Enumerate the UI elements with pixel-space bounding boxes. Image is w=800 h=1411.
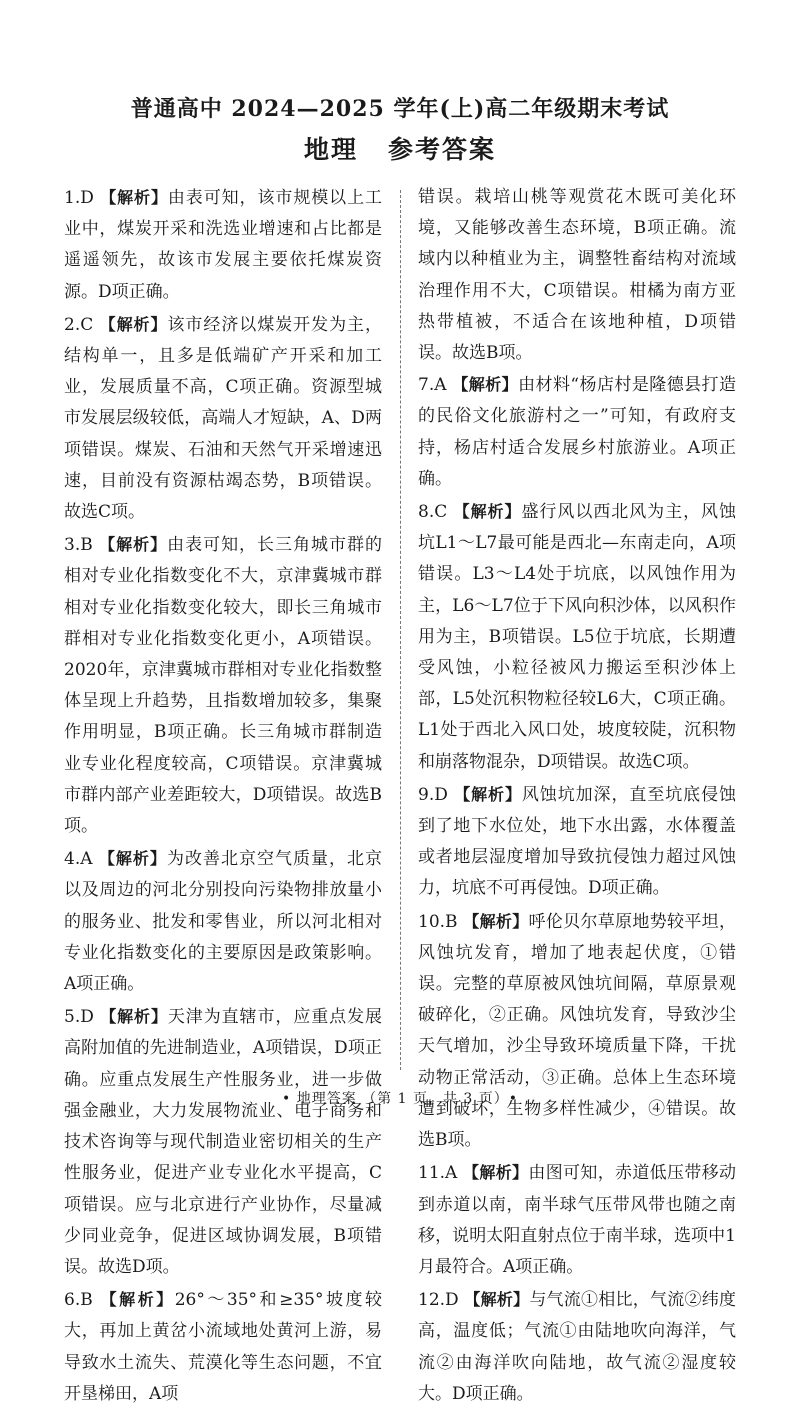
answer-item-11 (418, 1157, 736, 1283)
answer-text: 与气流①相比，气流②纬度高，温度低；气流①由陆地吹向海洋，气流②由海洋吹向陆地，故气流②湿度较大。D项正确。 (418, 1290, 736, 1404)
document-type-label: 参考答案 (388, 135, 497, 164)
answer-text: 风蚀坑加深，直至坑底侵蚀到了地下水位处，地下水出露，水体覆盖或者地层湿度增加导致抗侵蚀力超过风蚀力，坑底不可再侵蚀。D项正确。 (418, 784, 736, 899)
right-column (418, 182, 736, 1411)
answer-item-8 (418, 496, 736, 778)
answer-number: 4.A (64, 849, 93, 870)
answer-item-2 (64, 309, 382, 528)
answer-number: 3.B (64, 535, 93, 556)
analysis-tag: 【解析】 (463, 1163, 529, 1183)
answer-item-4 (64, 843, 382, 1000)
answer-number: 9.D (418, 784, 448, 805)
answer-item-6 (64, 1284, 382, 1410)
answer-number: 11.A (418, 1163, 458, 1184)
analysis-tag: 【解析】 (100, 1290, 175, 1310)
answer-text: 盛行风以西北风为主，风蚀坑L1～L7最可能是西北—东南走向，A项错误。L3～L4处于坑底，以风蚀作用为主，L6～L7位于下风向积沙体，以风积作用为主，B项错误。L5位于坑底，长期遭受风蚀，小粒径被风力搬运至积沙体上部，L5处沉积物粒径较L6大，C项正确。L1处于西北入风口处，坡度较陡，沉积物和崩落物混杂，D项错误。故选C项。 (418, 502, 737, 772)
analysis-tag: 【解析】 (463, 911, 529, 931)
answer-item-6-continued: 错误。栽培山桃等观赏花木既可美化环境，又能够改善生态环境，B项正确。流域内以种植业为主，调整牲畜结构对流域治理作用不大，C项错误。柑橘为南方亚热带植被，不适合在该地种植，D项错误。故选B项。 (418, 187, 736, 364)
answer-item-12 (418, 1284, 736, 1410)
analysis-tag: 【解析】 (99, 535, 168, 555)
page-subtitle (0, 130, 800, 166)
answer-text: 由表可知，该市规模以上工业中，煤炭开采和洗选业增速和占比都是遥遥领先，故该市发展主要依托煤炭资源。D项正确。 (64, 188, 382, 302)
answer-item-1 (64, 182, 382, 308)
analysis-tag: 【解析】 (98, 849, 167, 869)
answer-number: 8.C (418, 502, 448, 523)
analysis-tag: 【解析】 (99, 314, 168, 334)
answer-item-10 (418, 906, 736, 1157)
page-footer: • 地理答案 （第 1 页，共 3 页）• (281, 1091, 519, 1107)
answer-number: 6.B (64, 1290, 93, 1311)
answer-item-9 (418, 779, 736, 905)
analysis-tag: 【解析】 (453, 502, 522, 522)
analysis-tag: 【解析】 (452, 375, 519, 395)
answer-text: 由材料“杨店村是隆德县打造的民俗文化旅游村之一”可知，有政府支持，杨店村适合发展乡村旅游业。A项正确。 (418, 375, 736, 489)
analysis-tag: 【解析】 (454, 784, 522, 804)
analysis-tag: 【解析】 (464, 1290, 530, 1310)
answer-number: 10.B (418, 911, 458, 932)
answer-number: 2.C (64, 314, 94, 335)
answer-text: 该市经济以煤炭开发为主，结构单一，且多是低端矿产开采和加工业，发展质量不高，C项正确。资源型城市发展层级较低，高端人才短缺，A、D两项错误。煤炭、石油和天然气开采增速迅速，目前没有资源枯竭态势，B项错误。故选C项。 (64, 314, 383, 523)
answer-text: 由图可知，赤道低压带移动到赤道以南，南半球气压带风带也随之南移，说明太阳直射点位于南半球，选项中1月最符合。A项正确。 (418, 1163, 736, 1277)
answer-item-7 (418, 369, 736, 495)
subject-label: 地理 (303, 135, 358, 164)
answer-text: 由表可知，长三角城市群的相对专业化指数变化不大，京津冀城市群相对专业化指数变化较大，即长三角城市群相对专业化指数变化更小，A项错误。2020年，京津冀城市群相对专业化指数整体呈现上升趋势，且指数增加较多，集聚作用明显，B项正确。长三角城市群制造业专业化程度较高，C项错误。京津冀城市群内部产业差距较大，D项错误。故选B项。 (64, 535, 382, 837)
analysis-tag: 【解析】 (100, 188, 168, 207)
answer-number: 5.D (64, 1007, 94, 1028)
analysis-tag: 【解析】 (100, 1007, 168, 1027)
answer-text: 为改善北京空气质量，北京以及周边的河北分别投向污染物排放量小的服务业、批发和零售业，所以河北相对专业化指数变化的主要原因是政策影响。A项正确。 (64, 849, 383, 995)
answer-text: 天津为直辖市，应重点发展高附加值的先进制造业，A项错误，D项正确。应重点发展生产性服务业，进一步做强金融业，大力发展物流业、电子商务和技术咨询等与现代制造业密切相关的生产性服务业，促进产业专业化水平提高，C项错误。应与北京进行产业协作，尽量减少同业竞争，促进区域协调发展，B项错误。故选D项。 (64, 1007, 382, 1277)
column-divider (400, 190, 401, 1070)
answer-text: 26°～35°和≥35°坡度较大，再加上黄岔小流域地处黄河上游，易导致水土流失、荒漠化等生态问题，不宜开垦梯田，A项 (64, 1290, 383, 1404)
answer-text: 呼伦贝尔草原地势较平坦，风蚀坑发育，增加了地表起伏度，①错误。完整的草原被风蚀坑间隔，草原景观破碎化，②正确。风蚀坑发育，导致沙尘天气增加，沙尘导致环境质量下降，干扰动物正常活动，③正确。总体上生态环境遭到破坏，生物多样性减少，④错误。故选B项。 (418, 911, 737, 1151)
answer-item-3 (64, 529, 382, 842)
page-title: 普通高中 2024—2025 学年(上)高二年级期末考试 (130, 96, 670, 122)
answer-number: 7.A (418, 375, 447, 396)
left-column (64, 182, 382, 1411)
answer-number: 12.D (418, 1290, 459, 1311)
answer-number: 1.D (64, 188, 94, 208)
answer-item-5 (64, 1001, 382, 1283)
